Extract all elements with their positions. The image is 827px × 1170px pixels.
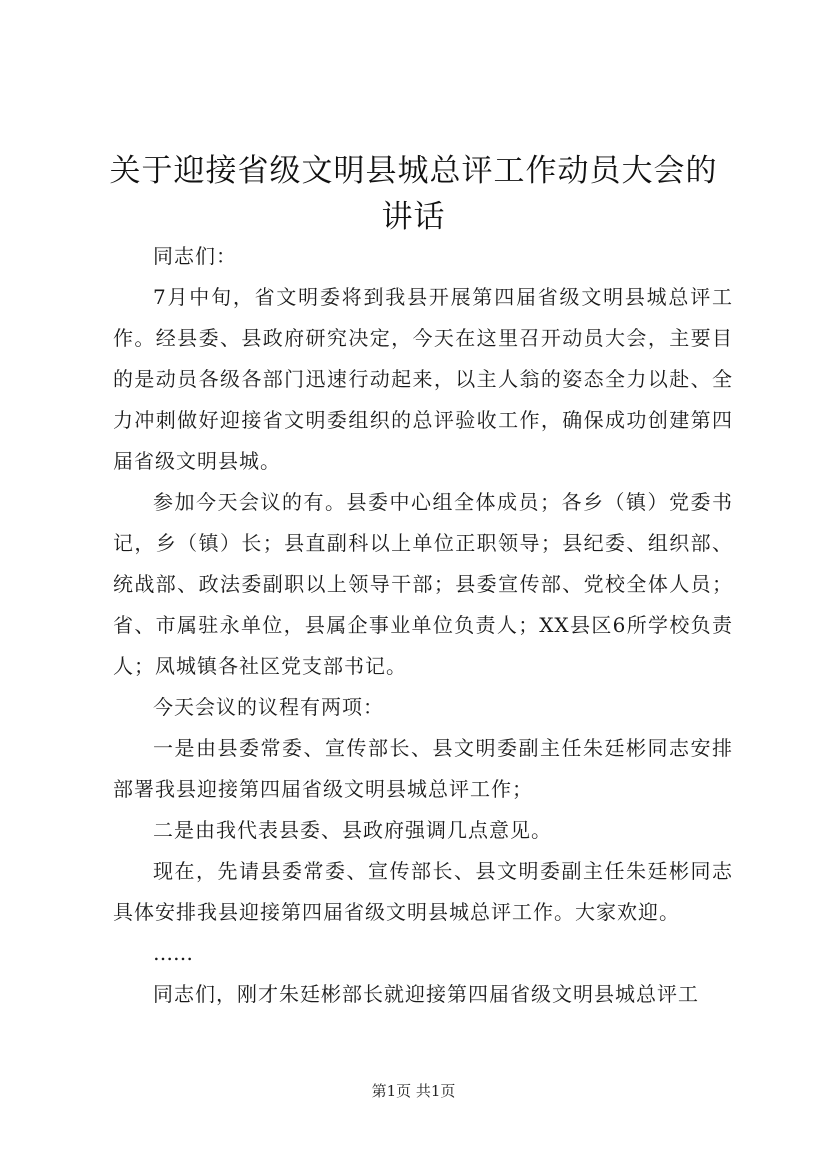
paragraph-agenda-item-2: 二是由我代表县委、县政府强调几点意见。 bbox=[153, 818, 552, 842]
paragraph-intro: 7月中旬，省文明委将到我县开展第四届省级文明县城总评工作。经县委、县政府研究决定，今天在这里召开动员大会，主要目的是动员各级各部门迅速行动起来，以主人翁的姿态全力以赴、全力冲刺做好迎接省文明委组织的总评验收工作，确保成功创建第四届省级文明县城。 bbox=[113, 285, 733, 473]
document-body bbox=[113, 236, 733, 1015]
paragraph-continuation: 同志们，刚才朱廷彬部长就迎接第四届省级文明县城总评工 bbox=[153, 982, 699, 1006]
paragraph-ellipsis: …… bbox=[153, 941, 193, 965]
paragraph-invitation: 现在，先请县委常委、宣传部长、县文明委副主任朱廷彬同志具体安排我县迎接第四届省级文明县城总评工作。大家欢迎。 bbox=[113, 859, 733, 924]
document-title: 关于迎接省级文明县城总评工作动员大会的讲话 bbox=[109, 153, 718, 235]
paragraph-agenda-heading: 今天会议的议程有两项： bbox=[153, 695, 384, 719]
paragraph-agenda-item-1: 一是由县委常委、宣传部长、县文明委副主任朱廷彬同志安排部署我县迎接第四届省级文明县城总评工作； bbox=[113, 736, 733, 801]
paragraph-attendees: 参加今天会议的有。县委中心组全体成员；各乡（镇）党委书记，乡（镇）长；县直副科以上单位正职领导；县纪委、组织部、统战部、政法委副职以上领导干部；县委宣传部、党校全体人员；省、市属驻永单位，县属企事业单位负责人；XX县区6所学校负责人；凤城镇各社区党支部书记。 bbox=[113, 490, 733, 678]
paragraph-greeting: 同志们： bbox=[153, 244, 237, 268]
page-number-footer: 第1页 共1页 bbox=[371, 1082, 456, 1100]
